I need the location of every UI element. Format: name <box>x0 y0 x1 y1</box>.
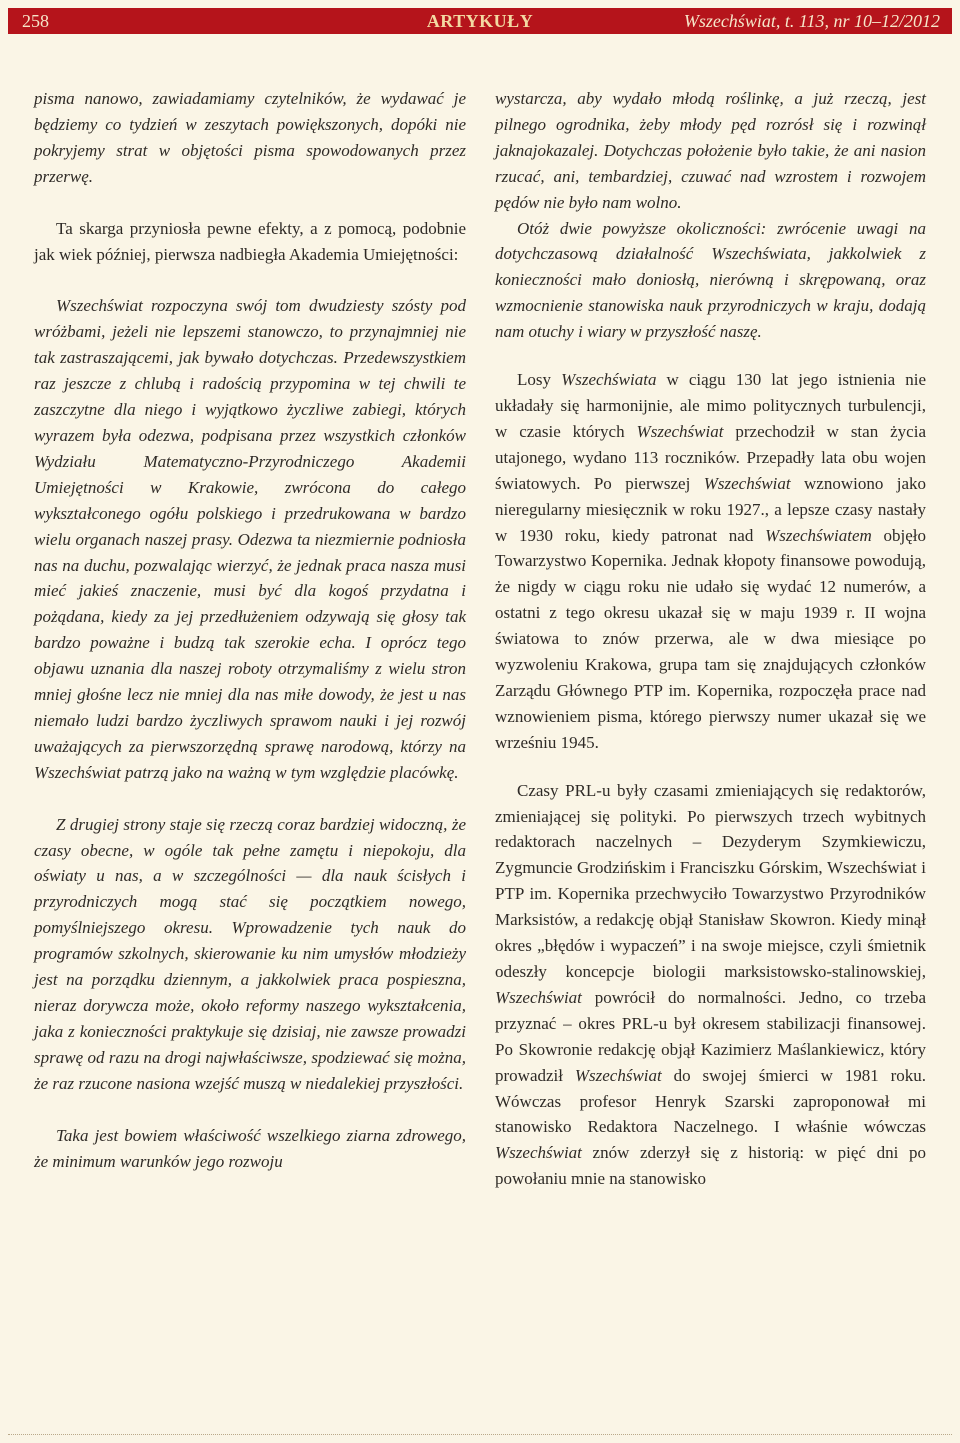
right-column <box>495 86 926 1192</box>
running-header <box>8 8 952 34</box>
quote-paragraph: Z drugiej strony staje się rzeczą coraz bardziej widoczną, że czasy obecne, w ogóle tak pełne zamętu i niepokoju, dla oświaty u nas, a w szczególności — dla nauk ścisłych i przyrodniczych mogą stać się początkiem nowego, pomyślniejszego okresu. Wprowadzenie tych nauk do programów szkolnych, skierowanie ku nim umysłów młodzieży jest na porządku dziennym, a jakkolwiek praca pospieszna, nieraz dorywcza może, około reformy naszego wykształcenia, jaka z konieczności praktykuje się dzisiaj, nie zawsze prowadzi sprawę od razu na drogi najwłaściwsze, spodziewać się można, że raz rzucone nasiona wzejść muszą w niedalekiej przyszłości. <box>34 814 466 1093</box>
quote-paragraph: Otóż dwie powyższe okoliczności: zwrócenie uwagi na dotychczasową działalność Wszechświata, jakkolwiek z konieczności mało doniosłą, nierówną i skrępowaną, oraz wzmocnienie stanowiska nauk przyrodniczych w kraju, dodają nam otuchy i wiary w przyszłość naszę. <box>495 218 926 342</box>
paragraph: Losy Wszechświata w ciągu 130 lat jego istnienia nie układały się harmonijnie, ale mimo politycznych turbulencji, w czasie których Wszechświat przechodził w stan życia utajonego, wydano 113 roczników. Przepadły lata obu wojen światowych. Po pierwszej Wszechświat wznowiono jako nieregularny miesięcznik w roku 1927., a lepsze czasy nastały w 1930 roku, kiedy patronat nad Wszechświatem objęło Towarzystwo Kopernika. Jednak kłopoty finansowe powodują, że nigdy w ciągu roku nie udało się wydać 12 numerów, a ostatni z tego okresu ukazał się w maju 1939 r. II wojna światowa to znów przerwa, ale w dwa miesiące po wyzwoleniu Krakowa, grupa tam się znajdujących członków Zarządu Głównego PTP im. Kopernika, rozpoczęła prace nad wznowieniem pisma, którego pierwszy numer ukazał się we wrześniu 1945. <box>495 370 927 752</box>
left-column <box>34 86 466 1174</box>
page-bottom-rule <box>8 1434 952 1437</box>
quote-paragraph: Taka jest bowiem właściwość wszelkiego ziarna zdrowego, że minimum warunków jego rozwoju <box>34 1125 466 1171</box>
paragraph: Czasy PRL-u były czasami zmieniających się redaktorów, zmieniającej się polityki. Po pierwszych trzech wybitnych redaktorach naczelnych – Dezyderym Szymkiewiczu, Zygmuncie Grodzińskim i Franciszku Górskim, Wszechświat i PTP im. Kopernika przechwyciło Towarzystwo Przyrodników Marksistów, a redakcję objął Stanisław Skowron. Kiedy minął okres „błędów i wypaczeń” i na swoje miejsce, czyli śmietnik odeszły koncepcje biologii marksistowsko-stalinowskiej, Wszechświat powrócił do normalności. Jedno, co trzeba przyznać – okres PRL-u był okresem stabilizacji finansowej. Po Skowronie redakcję objął Kazimierz Maślankiewicz, który prowadził Wszechświat do swojej śmierci w 1981 roku. Wówczas profesor Henryk Szarski zaproponował mi stanowisko Redaktora Naczelnego. I właśnie wówczas Wszechświat znów zderzył się z historią: w pięć dni po powołaniu mnie na stanowisko <box>495 780 926 1189</box>
issue-info: Wszechświat, t. 113, nr 10–12/2012 <box>683 11 940 31</box>
page-number: 258 <box>22 11 49 31</box>
paragraph: Ta skarga przyniosła pewne efekty, a z pomocą, podobnie jak wiek później, pierwsza nadbiegła Akademia Umiejętności: <box>34 218 466 264</box>
quote-continuation: pisma nanowo, zawiadamiamy czytelników, że wydawać je będziemy co tydzień w zeszytach powiększonych, dopóki nie pokryjemy strat w objętości pisma spowodowanych przez przerwę. <box>34 89 466 186</box>
section-title: ARTYKUŁY <box>426 11 534 31</box>
quote-paragraph: Wszechświat rozpoczyna swój tom dwudziesty szósty pod wróżbami, jeżeli nie lepszemi stanowczo, to przynajmniej nie tak zastraszającemi, jak bywało dotychczas. Przedewszystkiem raz jeszcze z chlubą i radością przypomina w tej chwili te zaszczytne dla niego i wyjątkowo życzliwe zabiegi, których wyrazem była odezwa, podpisana przez wszystkich członków Wydziału Matematyczno-Przyrodniczego Akademii Umiejętności w Krakowie, zwrócona do całego wykształconego ogółu polskiego i przedrukowana w bardzo wielu organach naszej prasy. Odezwa ta niezmiernie podniosła nas na duchu, pozwalając wierzyć, że jednak praca nasza musi mieć jakieś znaczenie, musi być dla kogoś przydatna i pożądana, kiedy za jej przedłużeniem odzywają się głosy tak bardzo poważne i budzą tak szerokie echa. I oprócz tego objawu uznania dla naszej roboty otrzymaliśmy z wielu stron mniej głośne lecz nie mniej dla nas miłe dowody, że jest u nas niemało ludzi bardzo życzliwych sprawom nauki i jej rozwój uważających za pierwszorzędną sprawę narodową, którzy na Wszechświat patrzą jako na ważną w tym względzie placówkę. <box>34 296 466 782</box>
quote-continuation: wystarcza, aby wydało młodą roślinkę, a już rzeczą, jest pilnego ogrodnika, żeby młody pęd rozrósł się i rozwinął jaknajokazalej. Dotychczas położenie było takie, że ani nasion rzucać, ani, tembardziej, czuwać nad wzrostem i rozwojem pędów nie było nam wolno. <box>495 89 926 212</box>
